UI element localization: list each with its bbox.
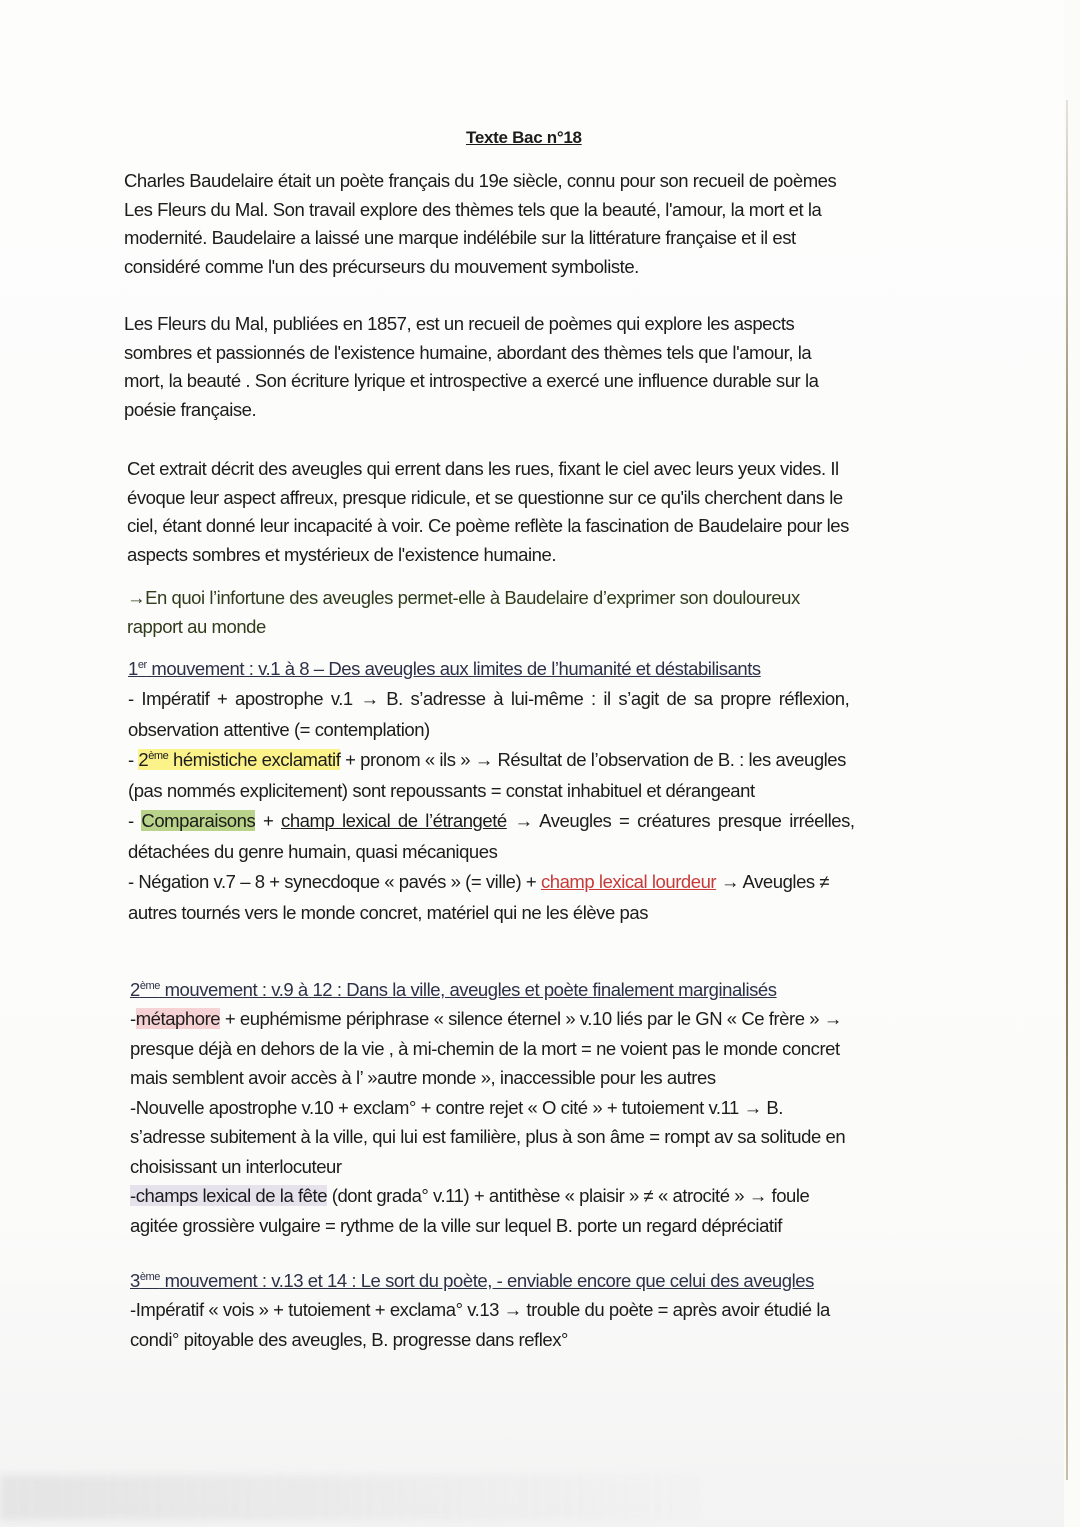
mouvement-1-body — [128, 684, 948, 928]
mouvement-3-body — [130, 1295, 950, 1354]
intro-paragraph-2 — [124, 310, 944, 424]
problematique — [127, 584, 947, 641]
highlight-green: Comparaisons — [141, 810, 256, 831]
text-line: (pas nommés explicitement) sont repoussants = constat inhabituel et dérangeant — [128, 779, 755, 801]
intro-paragraph-3 — [127, 455, 947, 569]
text-line: aspects sombres et mystérieux de l'existence humaine. — [127, 543, 557, 565]
text-line: ciel, étant donné leur incapacité à voir. Ce poème reflète la fascination de Baudelaire pour les — [127, 515, 849, 536]
highlight-lilac: -champs lexical de la fête — [130, 1185, 328, 1206]
intro-paragraph-1 — [124, 167, 944, 281]
text-line: considéré comme l'un des précurseurs du mouvement symboliste. — [124, 255, 639, 277]
text-line: mort, la beauté . Son écriture lyrique et introspective a exercé une influence durable sur la — [124, 370, 819, 391]
text-line: presque déjà en dehors de la vie , à mi-chemin de la mort = ne voient pas le monde concret — [130, 1037, 840, 1059]
text-line: -Nouvelle apostrophe v.10 + exclam° + contre rejet « O cité » + tutoiement v.11 → B. — [130, 1096, 783, 1118]
red-underlined-term: champ lexical lourdeur — [540, 871, 717, 892]
page-bottom-shadow — [0, 1475, 700, 1520]
mouvement-1-heading: 1er mouvement : v.1 à 8 – Des aveugles aux limites de l’humanité et déstabilisants — [128, 658, 761, 679]
text-line: Charles Baudelaire était un poète français du 19e siècle, connu pour son recueil de poèmes — [124, 170, 837, 191]
arrow-icon: → — [127, 587, 146, 608]
text-line: - 2ème hémistiche exclamatif + pronom « ils » → Résultat de l’observation de B. : les aveugles — [128, 749, 846, 770]
text-line: -Impératif « vois » + tutoiement + exclama° v.13 → trouble du poète = après avoir étudié la — [130, 1299, 830, 1320]
text-line: condi° pitoyable des aveugles, B. progresse dans reflex° — [130, 1328, 568, 1350]
text-line: -champs lexical de la fête (dont grada° v.11) + antithèse « plaisir » ≠ « atrocité » → foule — [130, 1185, 810, 1206]
highlight-yellow: 2ème hémistiche exclamatif — [138, 749, 341, 770]
text-line: mais semblent avoir accès à l’ »autre monde », inaccessible pour les autres — [130, 1067, 716, 1088]
text-line: -métaphore + euphémisme périphrase « silence éternel » v.10 liés par le GN « Ce frère » → — [130, 1008, 842, 1029]
text-line: s’adresse subitement à la ville, qui lui est familière, plus à son âme = rompt av sa solitude en — [130, 1126, 846, 1147]
text-line: - Comparaisons + champ lexical de l’étrangeté → Aveugles = créatures presque irréelles, — [128, 810, 855, 831]
underlined-term: champ lexical de l’étrangeté — [281, 810, 507, 831]
text-line: - Impératif + apostrophe v.1 → B. s’adresse à lui-même : il s’agit de sa propre réflexion, — [128, 688, 850, 709]
text-line: évoque leur aspect affreux, presque ridicule, et se questionne sur ce qu'ils cherchent dans le — [127, 486, 843, 508]
text-line: sombres et passionnés de l'existence humaine, abordant des thèmes tels que l'amour, la — [124, 341, 812, 363]
text-line: observation attentive (= contemplation) — [128, 718, 430, 740]
text-line: agitée grossière vulgaire = rythme de la ville sur lequel B. porte un regard dépréciatif — [130, 1214, 782, 1236]
text-line: Les Fleurs du Mal. Son travail explore des thèmes tels que la beauté, l'amour, la mort et la — [124, 198, 822, 220]
text-line: poésie française. — [124, 398, 257, 420]
mouvement-2-heading: 2ème mouvement : v.9 à 12 : Dans la ville, aveugles et poète finalement marginalisés — [130, 979, 777, 1000]
text-line: →En quoi l’infortune des aveugles permet-elle à Baudelaire d’exprimer son douloureux — [127, 587, 800, 608]
text-line: autres tournés vers le monde concret, matériel qui ne les élève pas — [128, 901, 648, 923]
page-edge-shadow — [1066, 100, 1068, 1480]
text-line: rapport au monde — [127, 615, 266, 637]
text-line: Les Fleurs du Mal, publiées en 1857, est un recueil de poèmes qui explore les aspects — [124, 313, 795, 334]
mouvement-2-body — [130, 1004, 950, 1240]
text-line: choisissant un interlocuteur — [130, 1155, 342, 1177]
text-line: détachées du genre humain, quasi mécaniques — [128, 840, 498, 862]
document-title: Texte Bac n°18 — [466, 128, 582, 147]
highlight-pink: métaphore — [135, 1008, 221, 1029]
text-line: modernité. Baudelaire a laissé une marque indélébile sur la littérature française et il est — [124, 227, 796, 248]
text-line: Cet extrait décrit des aveugles qui errent dans les rues, fixant le ciel avec leurs yeux vides. Il — [127, 458, 839, 479]
text-line: - Négation v.7 – 8 + synecdoque « pavés » (= ville) + champ lexical lourdeur → Aveugles ≠ — [128, 871, 830, 892]
mouvement-3-heading: 3ème mouvement : v.13 et 14 : Le sort du poète, - enviable encore que celui des aveugles — [130, 1270, 814, 1291]
